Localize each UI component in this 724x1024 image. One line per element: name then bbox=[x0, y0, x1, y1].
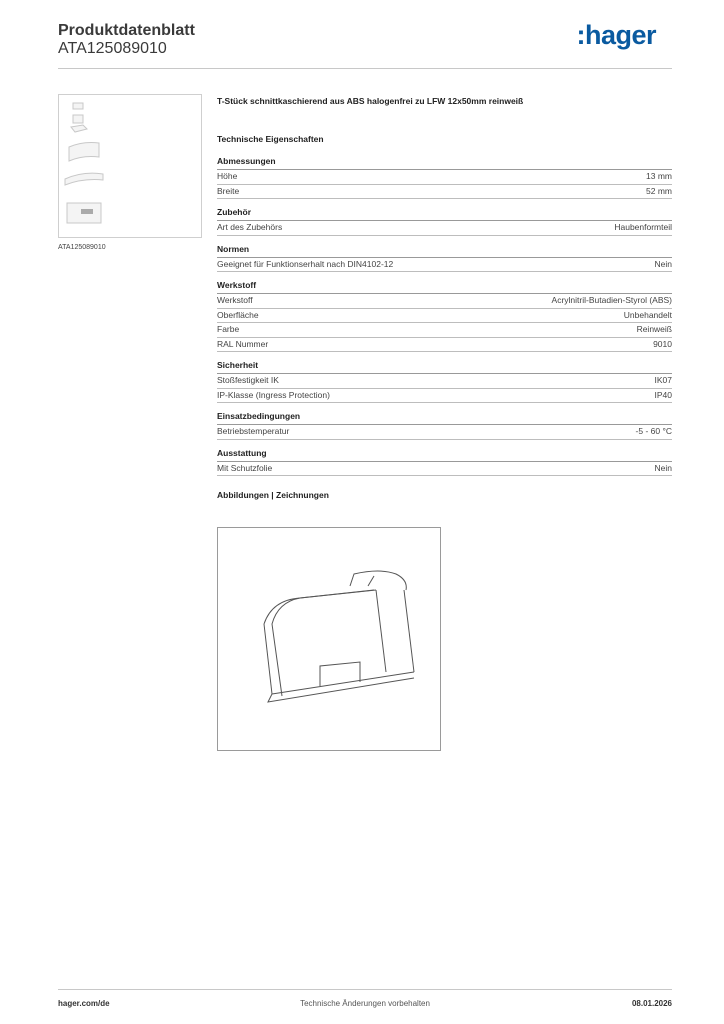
spec-label: Oberfläche bbox=[217, 309, 259, 320]
spec-group bbox=[217, 360, 672, 403]
footer-note: Technische Änderungen vorbehalten bbox=[300, 999, 430, 1008]
figures-heading: Abbildungen | Zeichnungen bbox=[217, 490, 329, 500]
spec-label: Breite bbox=[217, 185, 240, 196]
spec-group-title: Sicherheit bbox=[217, 360, 672, 374]
spec-label: RAL Nummer bbox=[217, 338, 269, 349]
spec-group-title: Einsatzbedingungen bbox=[217, 411, 672, 425]
spec-row bbox=[217, 425, 672, 440]
spec-group bbox=[217, 156, 672, 199]
spec-value: Haubenformteil bbox=[614, 222, 672, 232]
spec-label: Mit Schutzfolie bbox=[217, 462, 273, 473]
spec-value: Nein bbox=[654, 258, 672, 269]
page-footer bbox=[58, 989, 672, 1014]
spec-row bbox=[217, 462, 672, 477]
spec-group bbox=[217, 207, 672, 236]
page-title: Produktdatenblatt bbox=[58, 22, 195, 39]
spec-value: 9010 bbox=[653, 338, 672, 349]
spec-row bbox=[217, 221, 672, 236]
spec-row bbox=[217, 185, 672, 200]
product-drawing-svg bbox=[218, 528, 440, 750]
spec-value: IP40 bbox=[654, 389, 672, 400]
spec-label: Art des Zubehörs bbox=[217, 222, 283, 232]
hager-logo: :hager bbox=[576, 20, 656, 50]
footer-website: hager.com/de bbox=[58, 999, 110, 1008]
spec-value: Acrylnitril-Butadien-Styrol (ABS) bbox=[551, 295, 672, 305]
spec-group-title: Ausstattung bbox=[217, 448, 672, 462]
spec-label: Werkstoff bbox=[217, 295, 253, 305]
spec-value: -5 - 60 °C bbox=[635, 426, 672, 436]
spec-value: Reinweiß bbox=[636, 324, 672, 334]
spec-group bbox=[217, 244, 672, 273]
spec-value: Nein bbox=[654, 462, 672, 473]
product-thumbnail-drawing bbox=[59, 95, 201, 237]
spec-row bbox=[217, 338, 672, 353]
page-header bbox=[58, 20, 672, 69]
spec-label: IP-Klasse (Ingress Protection) bbox=[217, 389, 330, 400]
spec-label: Höhe bbox=[217, 171, 238, 181]
spec-row bbox=[217, 323, 672, 338]
spec-label: Geeignet für Funktionserhalt nach DIN4102-12 bbox=[217, 258, 394, 269]
footer-date: 08.01.2026 bbox=[631, 999, 672, 1008]
spec-row bbox=[217, 389, 672, 404]
spec-value: 52 mm bbox=[646, 185, 672, 196]
product-drawing bbox=[217, 527, 441, 751]
spec-row bbox=[217, 258, 672, 273]
spec-row bbox=[217, 374, 672, 389]
specs-heading: Technische Eigenschaften bbox=[217, 134, 324, 144]
spec-label: Stoßfestigkeit IK bbox=[217, 375, 279, 385]
spec-group bbox=[217, 280, 672, 352]
spec-row bbox=[217, 294, 672, 309]
spec-groups bbox=[217, 156, 672, 476]
product-description: T-Stück schnittkaschierend aus ABS halogenfrei zu LFW 12x50mm reinweiß bbox=[217, 96, 524, 106]
spec-value: IK07 bbox=[654, 375, 672, 385]
spec-row bbox=[217, 309, 672, 324]
spec-group-title: Zubehör bbox=[217, 207, 672, 221]
spec-value: 13 mm bbox=[646, 171, 672, 181]
spec-group-title: Abmessungen bbox=[217, 156, 672, 170]
spec-group bbox=[217, 411, 672, 440]
spec-group-title: Normen bbox=[217, 244, 672, 258]
thumbnail-caption: ATA125089010 bbox=[58, 244, 106, 251]
spec-value: Unbehandelt bbox=[623, 309, 672, 320]
spec-label: Farbe bbox=[217, 324, 240, 334]
article-number: ATA125089010 bbox=[58, 40, 167, 57]
spec-row bbox=[217, 170, 672, 185]
spec-group-title: Werkstoff bbox=[217, 280, 672, 294]
spec-content bbox=[217, 96, 672, 500]
product-thumbnail bbox=[58, 94, 202, 238]
spec-group bbox=[217, 448, 672, 477]
spec-label: Betriebstemperatur bbox=[217, 426, 290, 436]
